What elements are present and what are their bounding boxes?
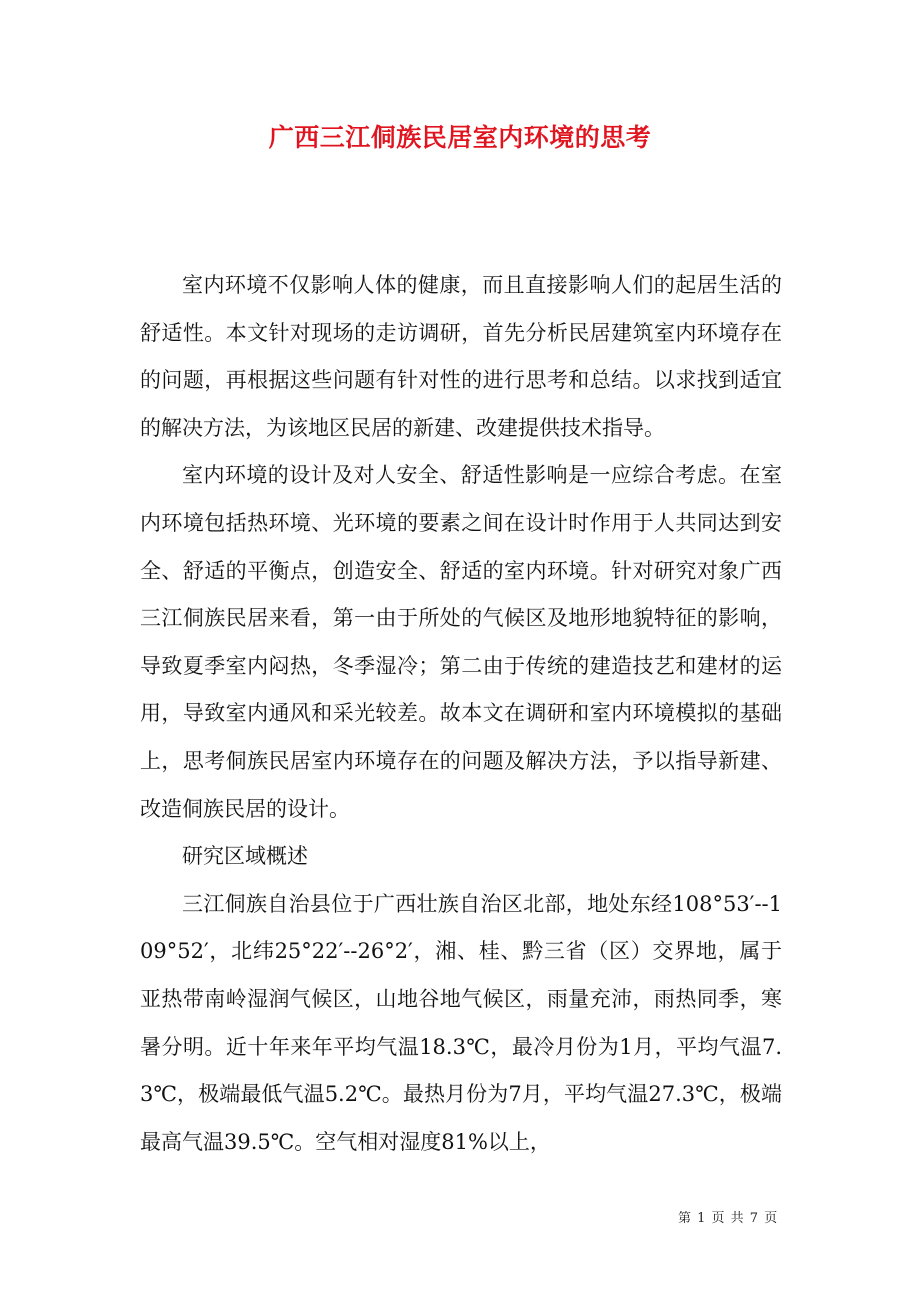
- section-heading: 研究区域概述: [182, 844, 308, 869]
- document-title: 广西三江侗族民居室内环境的思考: [268, 123, 652, 152]
- document-body: [140, 262, 782, 1166]
- paragraph-2: 室内环境的设计及对人安全、舒适性影响是一应综合考虑。在室内环境包括热环境、光环境的要素之间在设计时作用于人共同达到安全、舒适的平衡点，创造安全、舒适的室内环境。针对研究对象广西三江侗族民居来看，第一由于所处的气候区及地形地貌特征的影响，导致夏季室内闷热，冬季湿冷；第二由于传统的建造技艺和建材的运用，导致室内通风和采光较差。故本文在调研和室内环境模拟的基础上，思考侗族民居室内环境存在的问题及解决方法，予以指导新建、改造侗族民居的设计。: [140, 463, 782, 821]
- paragraph-3: 三江侗族自治县位于广西壮族自治区北部，地处东经108°53′--109°52′，北纬25°22′--26°2′，湘、桂、黔三省（区）交界地，属于亚热带南岭湿润气候区，山地谷地气候区，雨量充沛，雨热同季，寒暑分明。近十年来年平均气温18.3℃，最冷月份为1月，平均气温7.3℃，极端最低气温5.2℃。最热月份为7月，平均气温27.3℃，极端最高气温39.5℃。空气相对湿度81%以上，: [140, 891, 782, 1154]
- paragraph-1: 室内环境不仅影响人体的健康，而且直接影响人们的起居生活的舒适性。本文针对现场的走访调研，首先分析民居建筑室内环境存在的问题，再根据这些问题有针对性的进行思考和总结。以求找到适宜的解决方法，为该地区民居的新建、改建提供技术指导。: [140, 273, 782, 440]
- page-number-footer: 第 1 页 共 7 页: [678, 1211, 779, 1226]
